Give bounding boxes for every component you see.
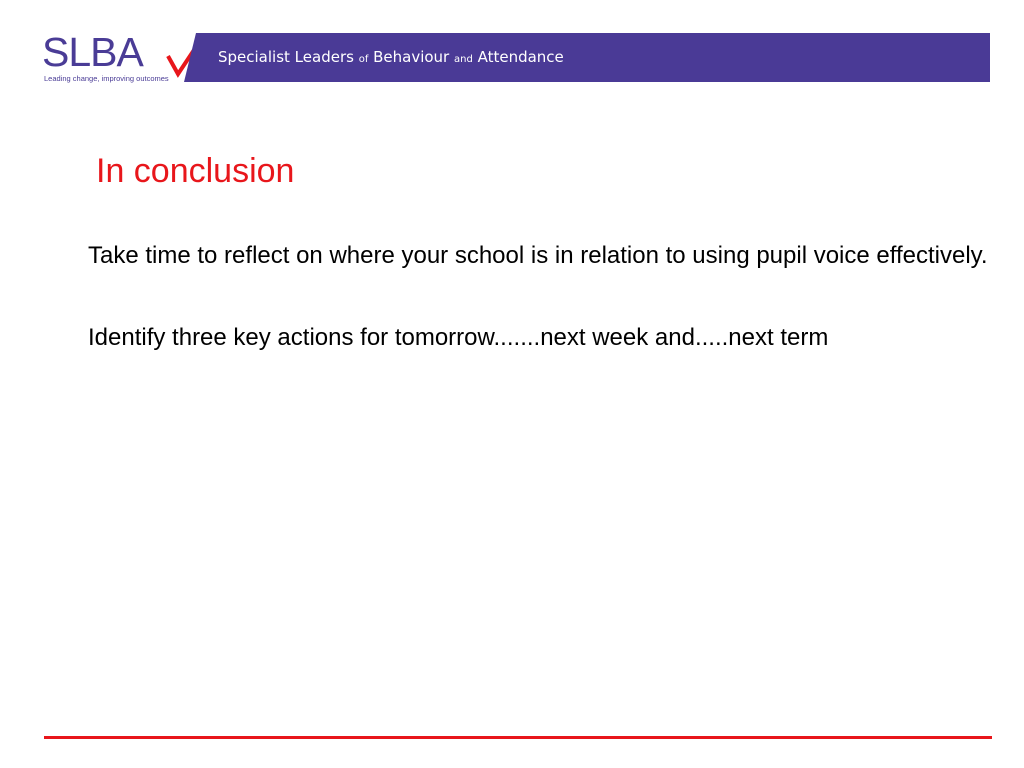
body-paragraph: Identify three key actions for tomorrow.......next week and.....next term bbox=[88, 324, 829, 351]
footer-divider bbox=[44, 736, 992, 739]
slba-logo bbox=[42, 30, 192, 86]
slide-title: In conclusion bbox=[96, 152, 295, 190]
body-paragraph: Take time to reflect on where your school is in relation to using pupil voice effectively. bbox=[88, 242, 988, 269]
banner-title: Specialist Leaders of Behaviour and Attendance bbox=[218, 48, 564, 66]
header-banner bbox=[196, 33, 990, 82]
logo-tagline: Leading change, improving outcomes bbox=[44, 74, 169, 83]
logo-text: SLBA bbox=[42, 29, 143, 75]
slide-body bbox=[88, 235, 988, 358]
